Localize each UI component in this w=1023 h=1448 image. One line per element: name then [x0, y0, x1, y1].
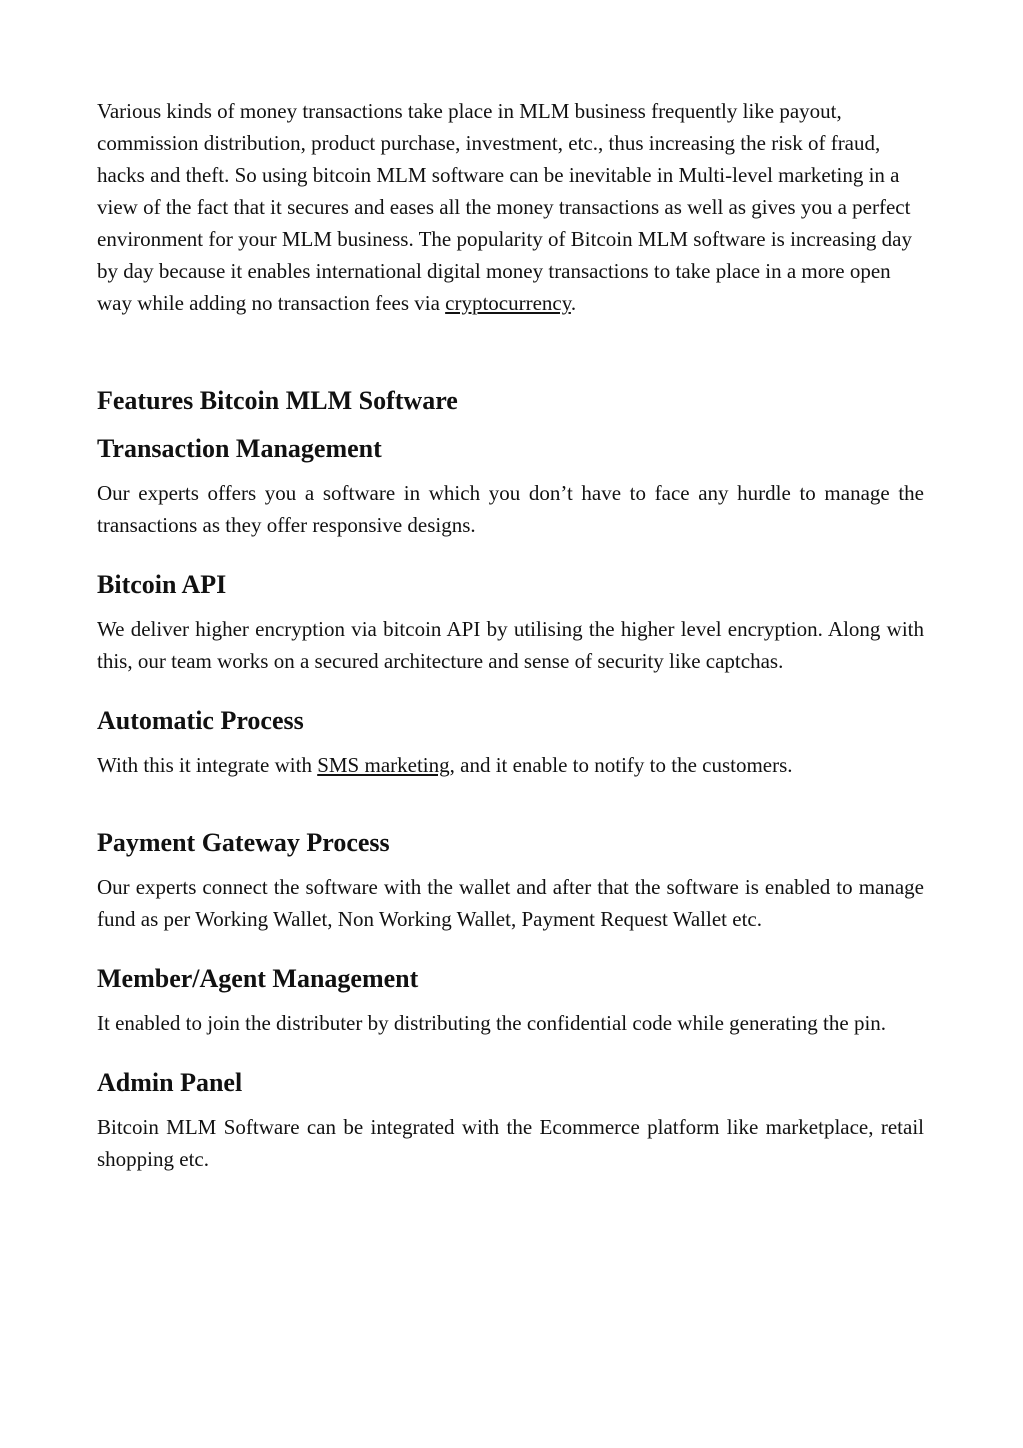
heading-bitcoin-api: Bitcoin API: [97, 570, 227, 599]
automatic-process-text: With this it integrate with: [97, 753, 318, 777]
heading-automatic-process: Automatic Process: [97, 706, 304, 735]
cryptocurrency-link[interactable]: cryptocurrency: [445, 291, 571, 315]
sms-marketing-link[interactable]: SMS marketing: [317, 753, 450, 777]
body-member-agent: It enabled to join the distributer by distributing the confidential code while generating the pin.: [97, 1011, 887, 1035]
automatic-process-text-end: , and it enable to notify to the customers.: [449, 753, 793, 777]
document-page: [97, 95, 924, 1175]
intro-text: Various kinds of money transactions take place in MLM business frequently like payout, commission distribution, product purchase, investment, etc., thus increasing the risk of fraud, hacks and theft. So using bitcoin MLM software can be inevitable in Multi-level marketing in a view of the fact that it secures and eases all the money transactions as well as gives you a perfect environment for your MLM business. The popularity of Bitcoin MLM software is increasing day by day because it enables international digital money transactions to take place in a more open way while adding no transaction fees via: [97, 99, 912, 315]
intro-text-end: .: [570, 291, 577, 315]
body-payment-gateway: Our experts connect the software with the wallet and after that the software is enabled to manage fund as per Working Wallet, Non Working Wallet, Payment Request Wallet etc.: [97, 875, 924, 931]
heading-payment-gateway: Payment Gateway Process: [97, 828, 390, 857]
body-admin-panel: Bitcoin MLM Software can be integrated with the Ecommerce platform like marketplace, retail shopping etc.: [97, 1115, 924, 1171]
intro-paragraph: [97, 95, 924, 319]
heading-transaction-management: Transaction Management: [97, 434, 382, 463]
heading-member-agent: Member/Agent Management: [97, 964, 419, 993]
heading-admin-panel: Admin Panel: [97, 1068, 243, 1097]
body-automatic-process: [97, 749, 924, 781]
body-bitcoin-api: We deliver higher encryption via bitcoin API by utilising the higher level encryption. Along with this, our team works on a secured architecture and sense of security like captchas.: [97, 617, 924, 673]
features-title: Features Bitcoin MLM Software: [97, 386, 458, 415]
body-transaction-management: Our experts offers you a software in which you don’t have to face any hurdle to manage the transactions as they offer responsive designs.: [97, 481, 924, 537]
